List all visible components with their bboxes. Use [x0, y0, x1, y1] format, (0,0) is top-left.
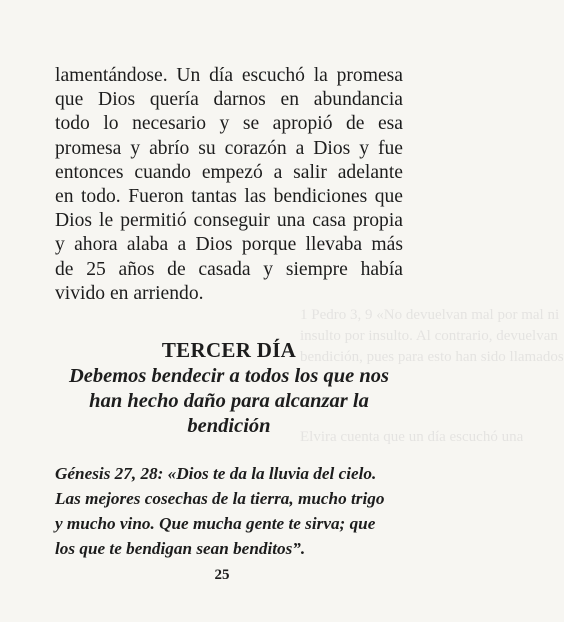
section-subtitle [55, 364, 403, 439]
body-paragraph [55, 64, 403, 306]
show-through-line: insulto por insulto. Al contrario, devuelvan [300, 328, 558, 344]
paragraph-line: en todo. Fueron tantas las bendiciones que [55, 186, 403, 208]
paragraph-line: de 25 años de casada y siempre había [55, 258, 403, 280]
paragraph-line: vivido en arriendo. [55, 282, 204, 304]
subtitle-line: han hecho daño para alcanzar la [89, 390, 369, 413]
quote-line: Las mejores cosechas de la tierra, mucho trigo [55, 489, 385, 509]
quote-line: Génesis 27, 28: «Dios te da la lluvia del cielo. [55, 464, 377, 484]
paragraph-line: entonces cuando empezó a salir adelante [55, 161, 403, 183]
paragraph-line: que Dios quería darnos en abundancia [55, 89, 403, 111]
paragraph-line: Dios le permitió conseguir una casa propia [55, 210, 403, 232]
quote-line: y mucho vino. Que mucha gente te sirva; que [55, 514, 376, 534]
paragraph-line: promesa y abrío su corazón a Dios y fue [55, 137, 403, 159]
show-through-line: 1 Pedro 3, 9 «No devuelvan mal por mal ni [300, 307, 560, 323]
show-through-line: Elvira cuenta que un día escuchó una [300, 429, 524, 445]
page-content [55, 64, 403, 561]
bible-quote [55, 461, 403, 561]
paragraph-line: y ahora alaba a Dios porque llevaba más [55, 234, 403, 256]
quote-line: los que te bendigan sean benditos”. [55, 539, 306, 559]
paragraph-line: lamentándose. Un día escuchó la promesa [55, 65, 403, 86]
subtitle-line: bendición [187, 415, 271, 438]
page-number: 25 [214, 567, 230, 583]
paragraph-line: todo lo necesario y se apropió de esa [55, 113, 403, 135]
section-title: TERCER DÍA [161, 338, 297, 363]
subtitle-line: Debemos bendecir a todos los que nos [68, 365, 390, 388]
show-through-line: bendición, pues para esto han sido llamados [300, 349, 564, 365]
